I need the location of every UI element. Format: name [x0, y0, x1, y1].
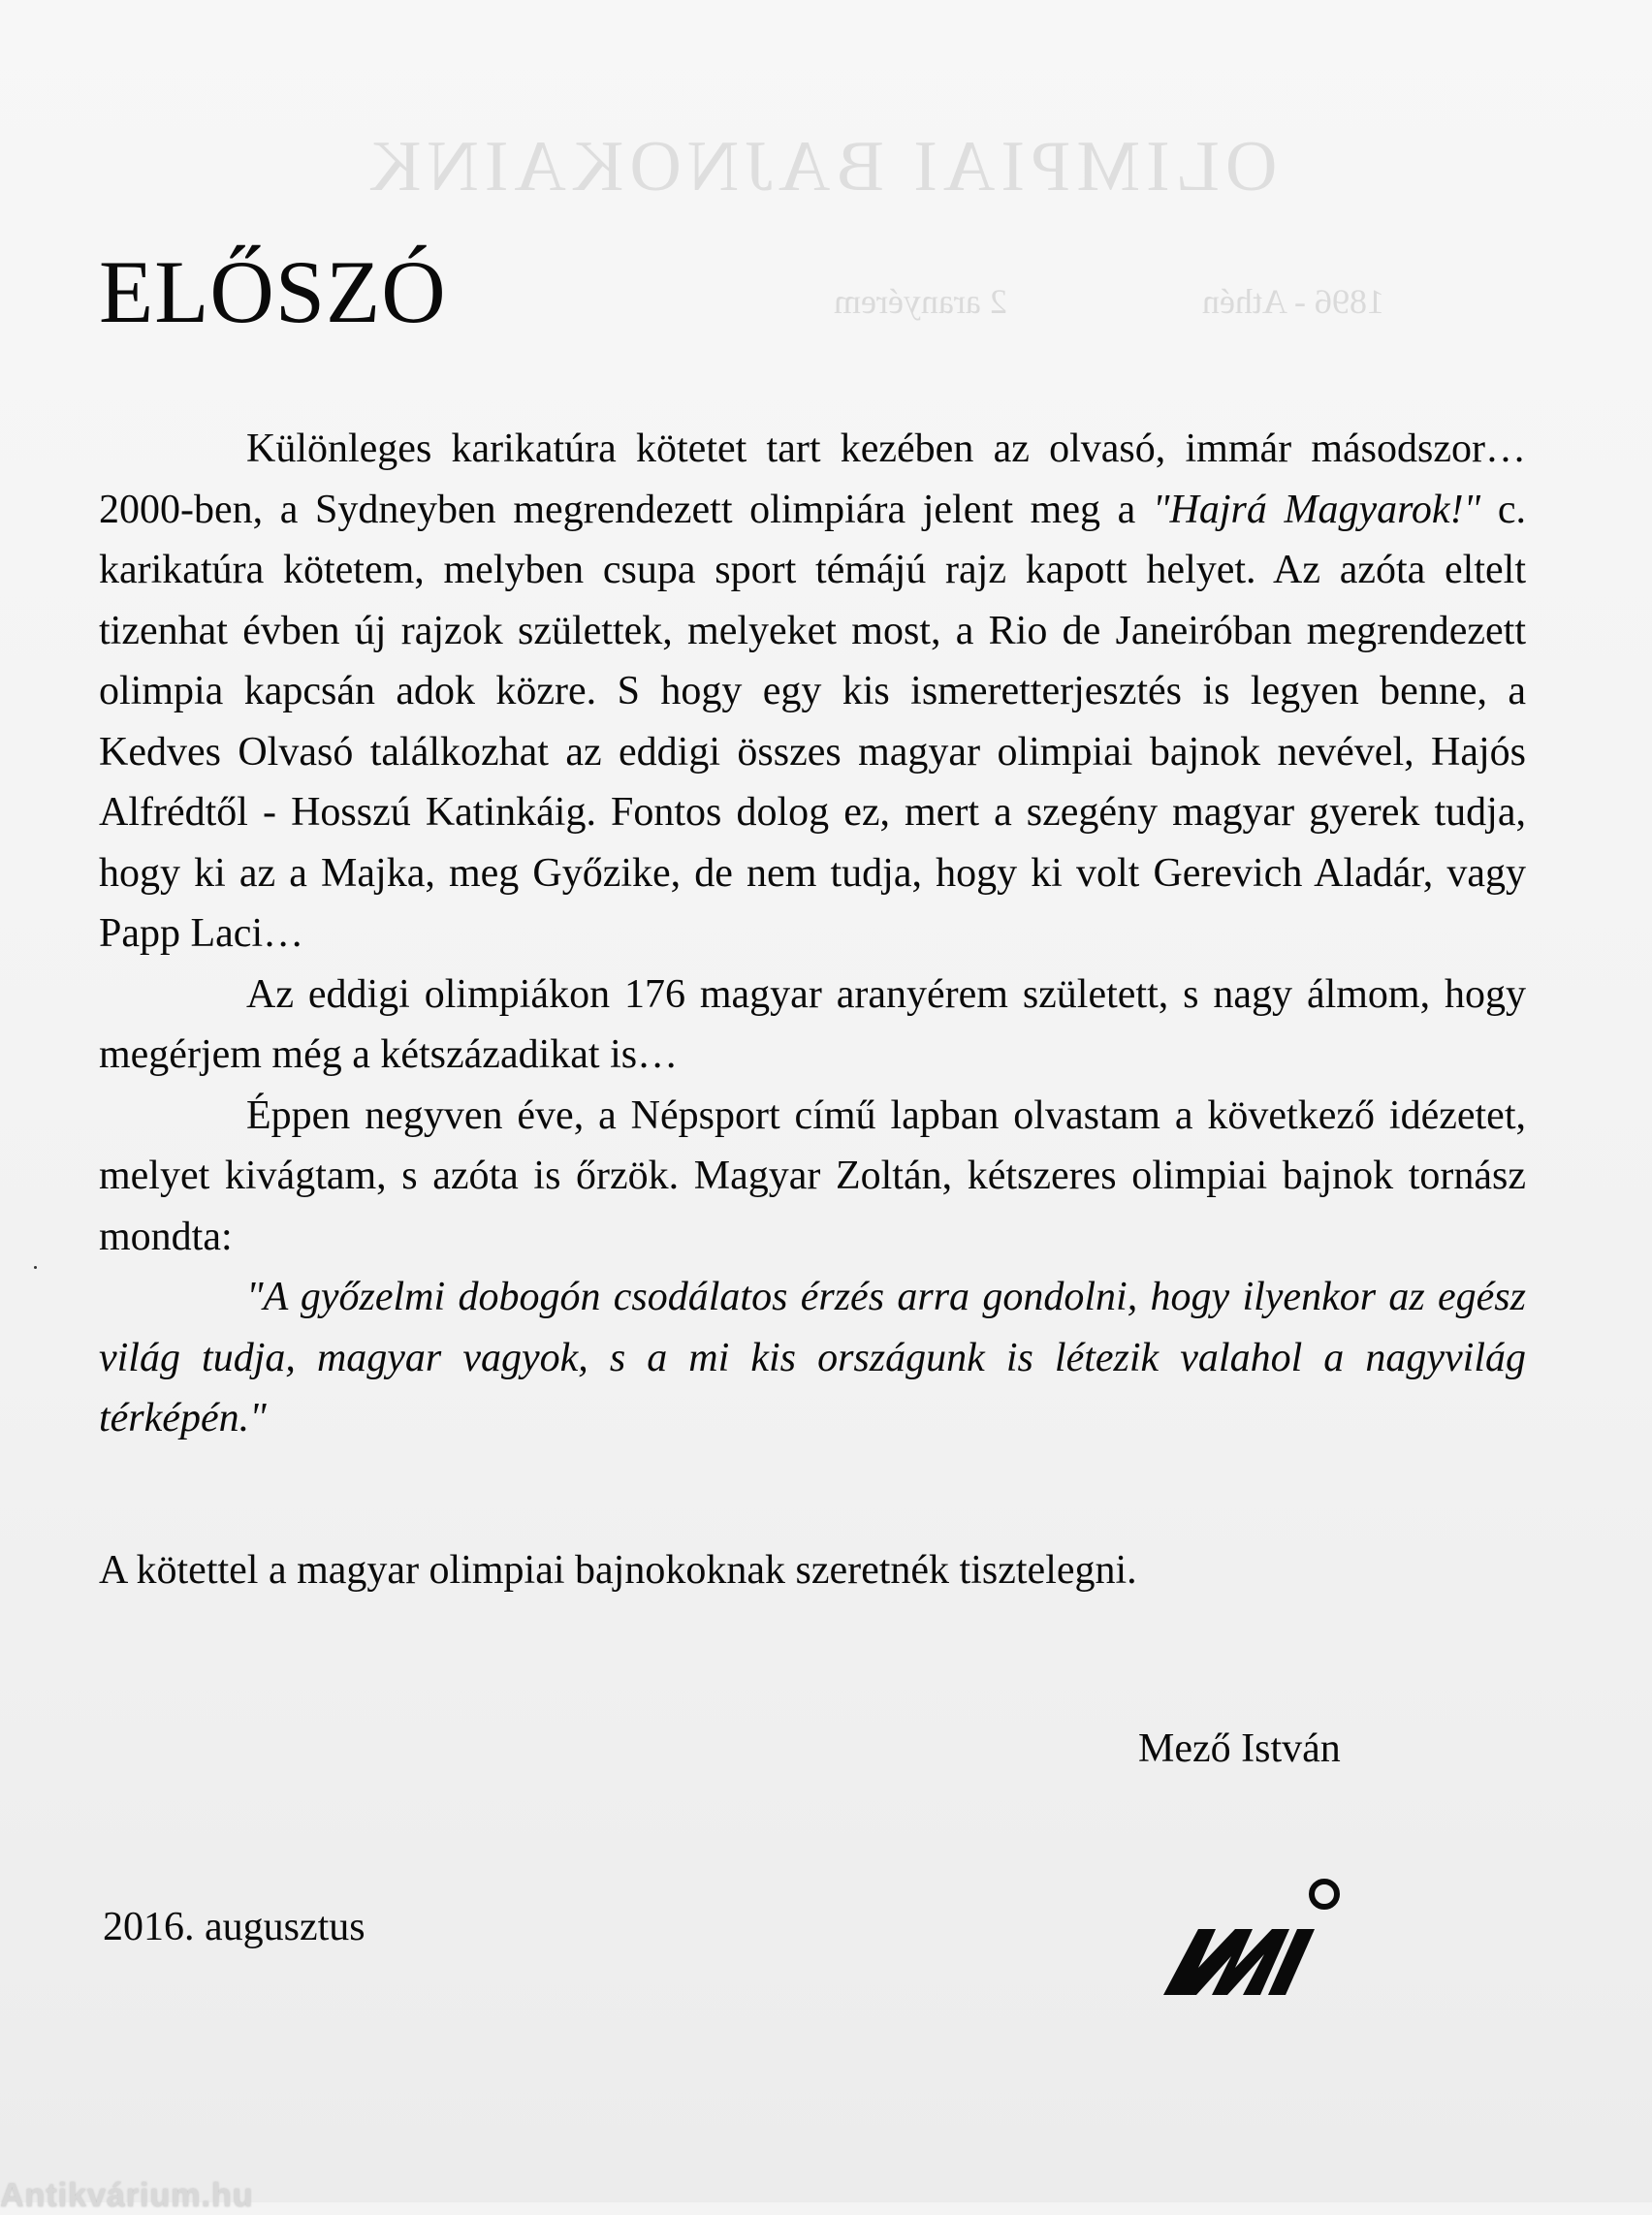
foreword-body	[99, 419, 1526, 1449]
paper-speck	[34, 1266, 37, 1269]
author-name: Mező István	[1138, 1726, 1341, 1771]
book-title: "Hajrá Magyarok!"	[1152, 487, 1481, 532]
quote-text: "A győzelmi dobogón csodálatos érzés arra gondolni, hogy ilyenkor az egész világ tudja, magyar vagyok, s a mi kis országunk is létezik valahol a nagyvilág térképén."	[99, 1275, 1526, 1440]
paragraph-intro-part2: c. karikatúra kötetem, melyben csupa sport témájú rajz kapott helyet. Az azóta eltelt tizenhat évben új rajzok születtek, melyeket most, a Rio de Janeiróban megrendezett olimpia kapcsán adok közre. S hogy egy kis ismeretterjesztés is legyen benne, a Kedves Olvasó találkozhat az eddigi összes magyar olimpiai bajnok nevével, Hajós Alfrédtől - Hosszú Katinkáig. Fontos dolog ez, mert a szegény magyar gyerek tudja, hogy ki az a Majka, meg Győzike, de nem tudja, hogy ki volt Gerevich Aladár, vagy Papp Laci…	[99, 487, 1526, 956]
bleed-through-heading: OLIMPIAI BAJNOKAINK	[364, 127, 1278, 206]
paragraph-quote-intro: Éppen negyven éve, a Népsport című lapban olvastam a következő idézetet, melyet kivágtam, s azóta is őrzök. Magyar Zoltán, kétszeres olimpiai bajnok tornász mondta:	[99, 1092, 1526, 1259]
signature-logo	[1160, 1871, 1363, 2002]
bleed-through-line: 2 aranyérem	[834, 282, 1007, 321]
watermark: Antikvárium.hu	[0, 2177, 254, 2214]
paragraph-intro-part1: Különleges karikatúra kötetet tart kezében az olvasó, immár másodszor… 2000-ben, a Sydneyben megrendezett olimpiára jelent meg a	[99, 427, 1526, 532]
date-line: 2016. augusztus	[103, 1905, 365, 1949]
closing-sentence: A kötettel a magyar olimpiai bajnokoknak szeretnék tisztelegni.	[99, 1548, 1137, 1593]
page-title: ELŐSZÓ	[99, 242, 447, 341]
paragraph-intro	[99, 419, 1526, 965]
bleed-through-line: 1896 - Athén	[1202, 282, 1384, 321]
paragraph-gold-medals: Az eddigi olimpiákon 176 magyar aranyérem született, s nagy álmom, hogy megérjem még a kétszázadikat is…	[99, 971, 1526, 1077]
